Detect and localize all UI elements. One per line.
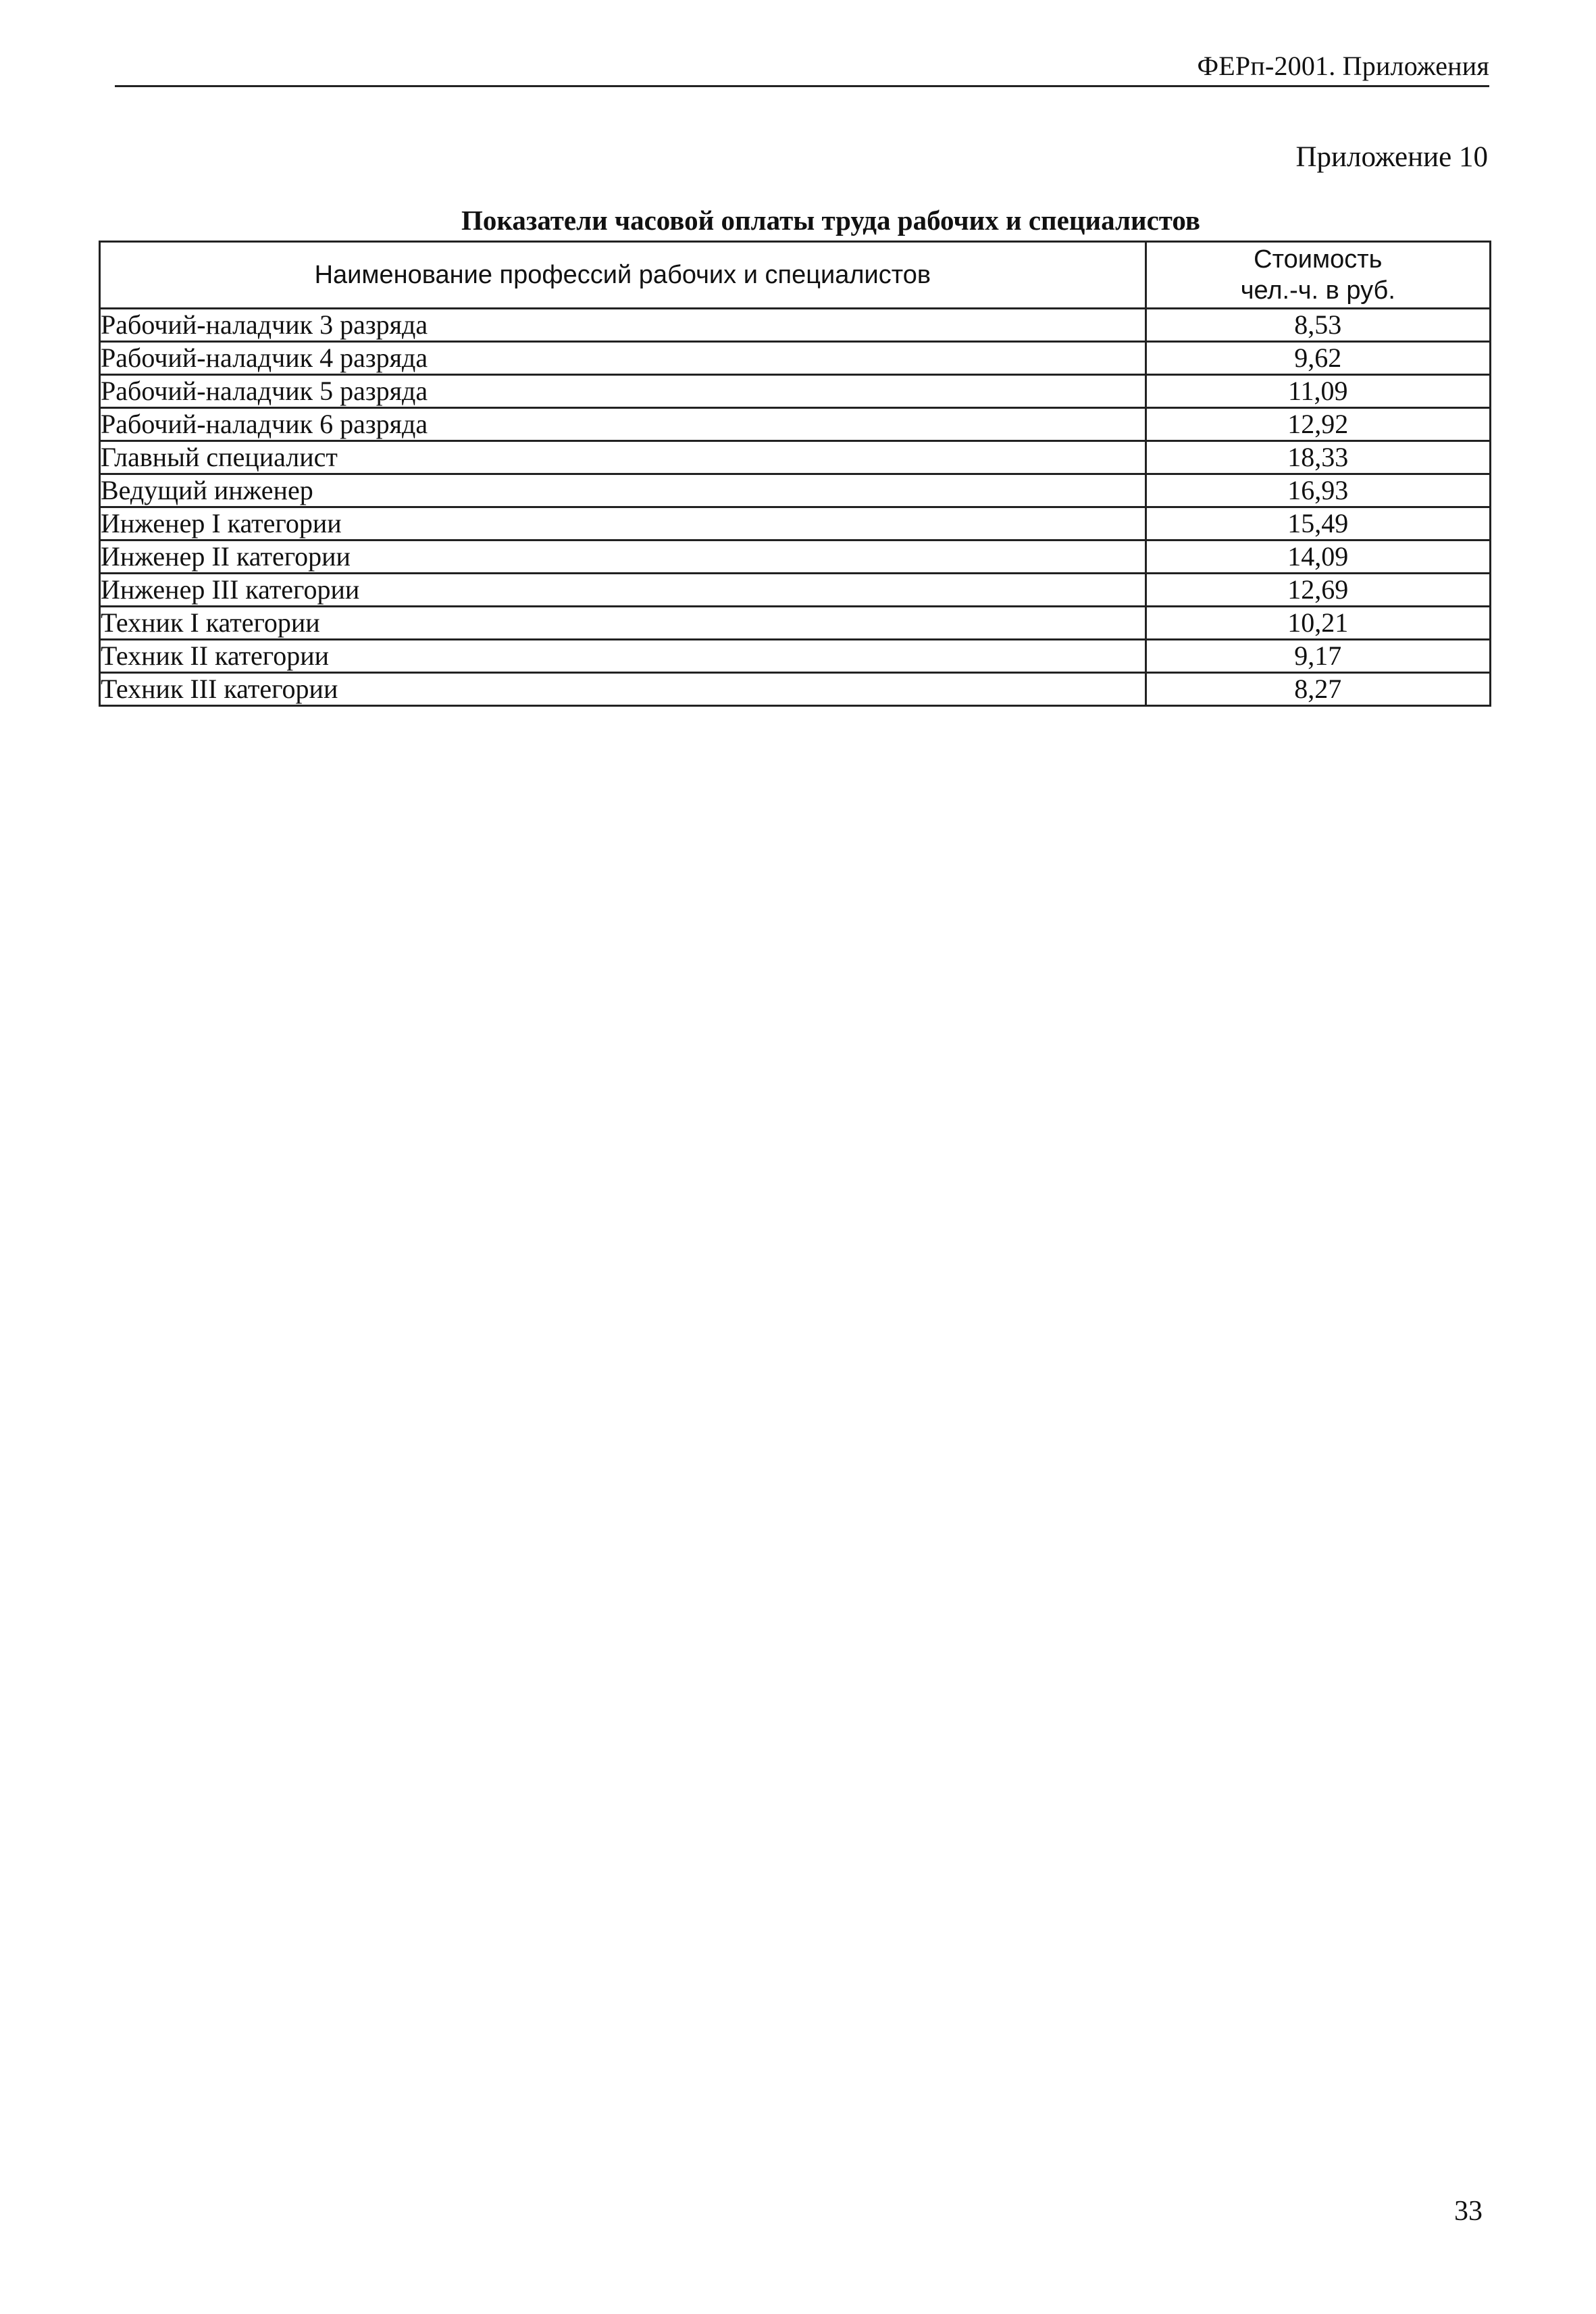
profession-name-cell: Инженер II категории — [100, 540, 1146, 574]
column-header-cost — [1145, 242, 1490, 309]
page-number: 33 — [1454, 2196, 1483, 2227]
rates-table-body — [100, 309, 1491, 706]
table-row — [100, 507, 1491, 540]
table-row — [100, 640, 1491, 673]
table-row — [100, 673, 1491, 706]
profession-name-cell: Рабочий-наладчик 5 разряда — [100, 375, 1146, 408]
running-header — [115, 47, 1489, 87]
rates-table — [99, 241, 1491, 707]
hourly-cost-cell: 8,53 — [1145, 309, 1490, 342]
rates-table-head — [100, 242, 1491, 309]
profession-name-cell: Рабочий-наладчик 3 разряда — [100, 309, 1146, 342]
column-header-cost-line1: Стоимость — [1254, 245, 1383, 274]
hourly-cost-cell: 9,17 — [1145, 640, 1490, 673]
table-row — [100, 540, 1491, 574]
profession-name-cell: Техник II категории — [100, 640, 1146, 673]
column-header-cost-line2: чел.-ч. в руб. — [1240, 276, 1395, 305]
header-row — [100, 242, 1491, 309]
profession-name-cell: Рабочий-наладчик 4 разряда — [100, 342, 1146, 375]
table-row — [100, 607, 1491, 640]
profession-name-cell: Рабочий-наладчик 6 разряда — [100, 408, 1146, 441]
hourly-cost-cell: 14,09 — [1145, 540, 1490, 574]
profession-name-cell: Техник III категории — [100, 673, 1146, 706]
hourly-cost-cell: 12,92 — [1145, 408, 1490, 441]
appendix-label: Приложение 10 — [1295, 141, 1488, 173]
profession-name-cell: Ведущий инженер — [100, 474, 1146, 507]
hourly-cost-cell: 12,69 — [1145, 574, 1490, 607]
table-row — [100, 408, 1491, 441]
running-header-title: ФЕРп-2001. Приложения — [1197, 51, 1489, 81]
table-row — [100, 441, 1491, 474]
hourly-cost-cell: 15,49 — [1145, 507, 1490, 540]
table-row — [100, 342, 1491, 375]
table-row — [100, 375, 1491, 408]
table-row — [100, 474, 1491, 507]
hourly-cost-cell: 9,62 — [1145, 342, 1490, 375]
column-header-name: Наименование профессий рабочих и специалистов — [100, 242, 1146, 309]
profession-name-cell: Инженер I категории — [100, 507, 1146, 540]
hourly-cost-cell: 18,33 — [1145, 441, 1490, 474]
hourly-cost-cell: 16,93 — [1145, 474, 1490, 507]
profession-name-cell: Инженер III категории — [100, 574, 1146, 607]
table-row — [100, 574, 1491, 607]
profession-name-cell: Главный специалист — [100, 441, 1146, 474]
table-row — [100, 309, 1491, 342]
hourly-cost-cell: 8,27 — [1145, 673, 1490, 706]
profession-name-cell: Техник I категории — [100, 607, 1146, 640]
table-title: Показатели часовой оплаты труда рабочих и специалистов — [461, 205, 1201, 236]
hourly-cost-cell: 11,09 — [1145, 375, 1490, 408]
hourly-cost-cell: 10,21 — [1145, 607, 1490, 640]
